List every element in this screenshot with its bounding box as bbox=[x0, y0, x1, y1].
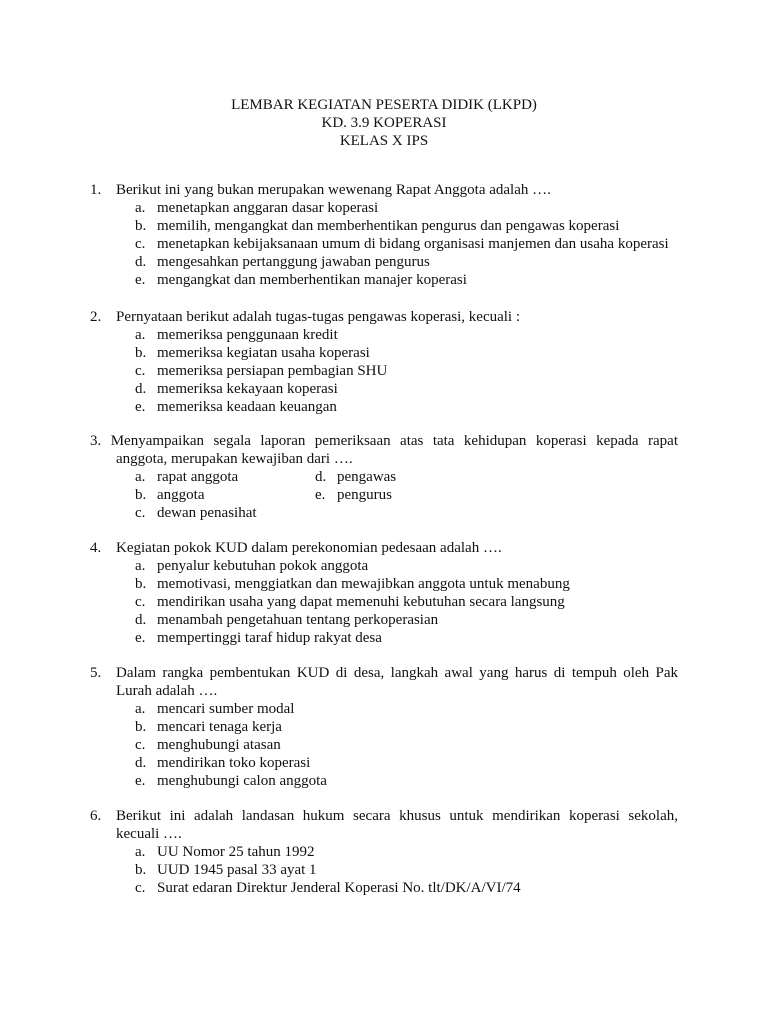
question-4 bbox=[90, 539, 678, 647]
option-b: b. memeriksa kegiatan usaha koperasi bbox=[135, 345, 370, 361]
option-d: d. memeriksa kekayaan koperasi bbox=[135, 381, 338, 397]
question-6 bbox=[90, 807, 678, 897]
option-e: e. memeriksa keadaan keuangan bbox=[135, 399, 337, 415]
question-number: 1. bbox=[90, 182, 102, 198]
question-text: Pernyataan berikut adalah tugas-tugas pengawas koperasi, kecuali : bbox=[116, 309, 521, 325]
option-c: c. memeriksa persiapan pembagian SHU bbox=[135, 363, 388, 379]
option-c: c. Surat edaran Direktur Jenderal Koperasi No. tlt/DK/A/VI/74 bbox=[135, 880, 521, 896]
question-text-line1: Dalam rangka pembentukan KUD di desa, langkah awal yang harus di tempuh oleh Pak bbox=[116, 665, 678, 681]
option-d: d. menambah pengetahuan tentang perkoperasian bbox=[135, 612, 439, 628]
option-a: a. mencari sumber modal bbox=[135, 701, 295, 717]
option-a: a. UU Nomor 25 tahun 1992 bbox=[135, 844, 315, 860]
option-b: b. memilih, mengangkat dan memberhentikan pengurus dan pengawas koperasi bbox=[135, 218, 620, 234]
header-class: KELAS X IPS bbox=[339, 133, 429, 149]
question-text-line1: Berikut ini adalah landasan hukum secara khusus untuk mendirikan koperasi sekolah, bbox=[116, 808, 678, 824]
option-d: d. mendirikan toko koperasi bbox=[135, 755, 311, 771]
question-1 bbox=[90, 181, 678, 289]
option-e: e. menghubungi calon anggota bbox=[135, 773, 327, 789]
question-number: 3. bbox=[90, 433, 102, 449]
option-b: b. anggota bbox=[135, 487, 205, 503]
question-text-line2: kecuali …. bbox=[116, 826, 182, 842]
option-a: a. menetapkan anggaran dasar koperasi bbox=[135, 200, 379, 216]
option-d: d. mengesahkan pertanggung jawaban pengurus bbox=[135, 254, 430, 270]
option-a: a. penyalur kebutuhan pokok anggota bbox=[135, 558, 369, 574]
question-text: Kegiatan pokok KUD dalam perekonomian pedesaan adalah …. bbox=[116, 540, 502, 556]
option-e: e. mengangkat dan memberhentikan manajer koperasi bbox=[135, 272, 467, 288]
option-c: c. dewan penasihat bbox=[135, 505, 257, 521]
option-b: b. UUD 1945 pasal 33 ayat 1 bbox=[135, 862, 317, 878]
header-title: LEMBAR KEGIATAN PESERTA DIDIK (LKPD) bbox=[231, 97, 537, 113]
question-text-line2: anggota, merupakan kewajiban dari …. bbox=[116, 451, 353, 467]
header-kd: KD. 3.9 KOPERASI bbox=[321, 115, 447, 131]
option-c: c. mendirikan usaha yang dapat memenuhi kebutuhan secara langsung bbox=[135, 594, 565, 610]
question-text: Berikut ini yang bukan merupakan wewenang Rapat Anggota adalah …. bbox=[116, 182, 551, 198]
question-5 bbox=[90, 664, 678, 790]
option-a: a. rapat anggota bbox=[135, 469, 239, 485]
question-text-line1: 3. Menyampaikan segala laporan pemeriksaan atas tata kehidupan koperasi kepada rapat bbox=[90, 433, 679, 449]
question-text-line2: Lurah adalah …. bbox=[116, 683, 218, 699]
question-number: 6. bbox=[90, 808, 102, 824]
option-e: e. mempertinggi taraf hidup rakyat desa bbox=[135, 630, 382, 646]
question-2 bbox=[90, 308, 678, 416]
option-b: b. mencari tenaga kerja bbox=[135, 719, 282, 735]
option-a: a. memeriksa penggunaan kredit bbox=[135, 327, 338, 343]
question-number: 5. bbox=[90, 665, 102, 681]
option-c: c. menetapkan kebijaksanaan umum di bidang organisasi manjemen dan usaha koperasi bbox=[135, 236, 669, 252]
document-header bbox=[0, 96, 768, 150]
question-number: 4. bbox=[90, 540, 102, 556]
question-number: 2. bbox=[90, 309, 102, 325]
option-c: c. menghubungi atasan bbox=[135, 737, 281, 753]
option-b: b. memotivasi, menggiatkan dan mewajibkan anggota untuk menabung bbox=[135, 576, 570, 592]
question-3 bbox=[90, 432, 678, 522]
option-d: d. pengawas bbox=[315, 469, 397, 485]
option-e: e. pengurus bbox=[315, 487, 392, 503]
